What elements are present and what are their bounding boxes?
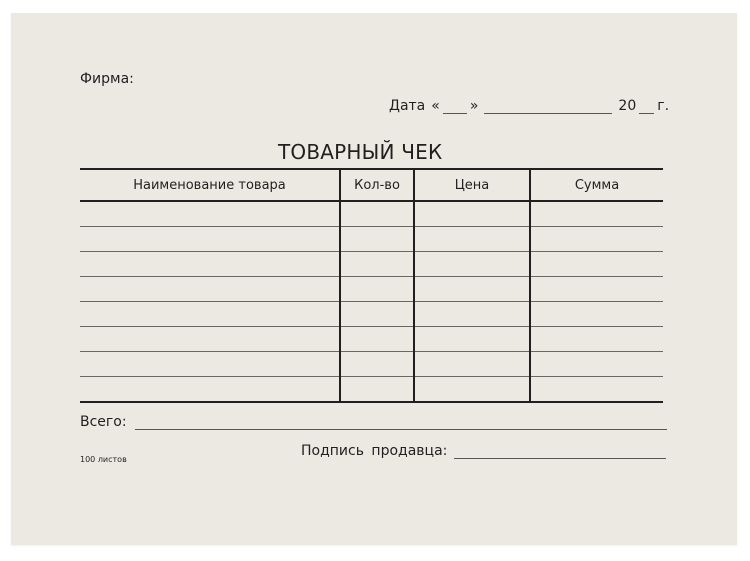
sheet-count: 100 листов [80,455,127,464]
sum-cell[interactable] [530,227,663,252]
item-name-cell[interactable] [80,277,340,302]
year-prefix: 20 [618,98,637,114]
total-label: Всего: [80,414,127,430]
table-row [80,277,663,302]
month-field[interactable] [484,101,612,114]
item-name-cell[interactable] [80,302,340,327]
table-header-row [80,169,663,201]
table-row [80,302,663,327]
document-title: ТОВАРНЫЙ ЧЕК [278,140,443,164]
quantity-cell[interactable] [340,327,414,352]
day-field[interactable] [443,101,467,114]
table-row [80,201,663,227]
table-row [80,377,663,403]
price-cell[interactable] [414,302,530,327]
quantity-cell[interactable] [340,252,414,277]
sum-cell[interactable] [530,327,663,352]
signature-label: Подпись продавца: [301,443,448,459]
price-cell[interactable] [414,201,530,227]
column-header-price: Цена [414,169,530,201]
column-header-item-name: Наименование товара [80,169,340,201]
quantity-cell[interactable] [340,352,414,377]
year-suffix: г. [657,98,670,114]
item-name-cell[interactable] [80,252,340,277]
quantity-cell[interactable] [340,227,414,252]
items-table [80,168,663,403]
sum-cell[interactable] [530,352,663,377]
item-name-cell[interactable] [80,227,340,252]
firm-label: Фирма: [80,71,134,87]
item-name-cell[interactable] [80,327,340,352]
sum-cell[interactable] [530,277,663,302]
quantity-cell[interactable] [340,277,414,302]
price-cell[interactable] [414,327,530,352]
column-header-sum: Сумма [530,169,663,201]
close-quote: » [469,98,479,114]
date-row [389,98,669,114]
item-name-cell[interactable] [80,377,340,403]
price-cell[interactable] [414,377,530,403]
price-cell[interactable] [414,227,530,252]
date-label: Дата [389,98,426,114]
price-cell[interactable] [414,277,530,302]
sum-cell[interactable] [530,302,663,327]
total-row [80,414,667,430]
table-row [80,352,663,377]
year-field[interactable] [639,101,654,114]
signature-row [301,443,666,459]
table-row [80,227,663,252]
quantity-cell[interactable] [340,201,414,227]
table-row [80,327,663,352]
item-name-cell[interactable] [80,201,340,227]
receipt-form-sheet [11,13,737,545]
total-field[interactable] [135,417,667,430]
quantity-cell[interactable] [340,377,414,403]
price-cell[interactable] [414,252,530,277]
open-quote: « [431,98,440,114]
sum-cell[interactable] [530,377,663,403]
item-name-cell[interactable] [80,352,340,377]
table-row [80,252,663,277]
sum-cell[interactable] [530,201,663,227]
signature-field[interactable] [454,446,666,459]
price-cell[interactable] [414,352,530,377]
sum-cell[interactable] [530,252,663,277]
column-header-quantity: Кол-во [340,169,414,201]
quantity-cell[interactable] [340,302,414,327]
